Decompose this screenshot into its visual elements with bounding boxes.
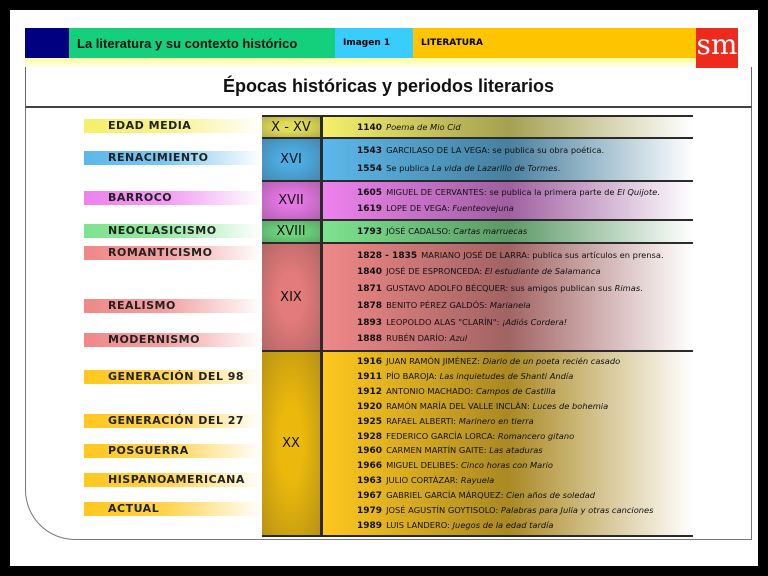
century-label: XVIII [262, 221, 320, 242]
event-text: FEDERICO GARCÍA LORCA: [386, 430, 498, 441]
event-work: La vida de Lazarillo de Tormes [431, 162, 558, 173]
event-item [357, 122, 693, 133]
header-navy-block [25, 28, 69, 58]
event-year: 1928 [357, 431, 383, 442]
event-item [357, 401, 693, 412]
event-text: JÓSÉ CADALSO: [386, 226, 454, 236]
event-year: 1543 [357, 146, 383, 157]
event-year: 1960 [357, 446, 383, 457]
event-work: Cinco horas con Mario [461, 460, 554, 471]
event-item [357, 416, 693, 427]
period-label: BARROCO [84, 191, 262, 205]
event-item [357, 163, 693, 174]
event-year: 1605 [357, 188, 383, 198]
event-item [357, 520, 693, 531]
event-year: 1888 [357, 334, 383, 345]
event-text: GABRIEL GARCÍA MÁRQUEZ: [386, 490, 507, 501]
century-label: XIX [262, 244, 320, 350]
century-row [262, 139, 693, 180]
event-text: LOPE DE VEGA: [386, 203, 453, 213]
event-text: JOSÉ DE ESPRONCEDA: [386, 266, 485, 277]
event-year: 1871 [357, 284, 383, 295]
header-title: La literatura y su contexto histórico [69, 28, 335, 58]
header-strip [25, 58, 696, 67]
event-year: 1619 [357, 204, 383, 214]
event-year: 1979 [357, 506, 383, 517]
event-work: Las inquietudes de Shanti Andía [439, 370, 574, 381]
event-after: . [657, 187, 660, 197]
event-text: MIGUEL DELIBES: [386, 460, 462, 471]
event-text: ANTONIO MACHADO: [386, 385, 476, 396]
event-work: Fuenteovejuna [452, 203, 514, 213]
event-year: 1966 [357, 461, 383, 472]
event-work: Rimas [614, 283, 641, 294]
event-item [357, 250, 693, 261]
event-work: Rayuela [460, 475, 495, 486]
event-work: Marinero en tierra [458, 415, 534, 426]
event-after: . [640, 283, 643, 294]
event-text: JOSÉ AGUSTÍN GOYTISOLO: [386, 505, 501, 516]
century-label: XVI [262, 139, 320, 180]
sm-logo: sm [696, 28, 738, 68]
event-work: Marianela [489, 299, 531, 310]
event-year: 1989 [357, 521, 383, 532]
period-label: GENERACIÓN DEL 98 [84, 370, 262, 384]
period-label: POSGUERRA [84, 444, 262, 458]
event-after: . [557, 162, 561, 173]
event-item [357, 317, 693, 328]
century-label: X - XV [262, 117, 320, 137]
event-work: El Quijote [617, 187, 658, 197]
event-item [357, 226, 693, 237]
event-year: 1911 [357, 371, 383, 382]
event-work: Romancero gitano [497, 430, 575, 441]
event-item [357, 386, 693, 397]
event-text: BENITO PÉREZ GALDÓS: [386, 299, 490, 310]
event-text: LEOPOLDO ALAS "CLARÍN": [386, 316, 503, 327]
event-text: LUIS LANDERO: [386, 520, 453, 531]
event-work: El estudiante de Salamanca [484, 266, 601, 277]
event-item [357, 187, 693, 198]
period-label: ACTUAL [84, 502, 262, 516]
event-text: JUAN RAMÓN JIMÉNEZ: [386, 355, 483, 366]
event-year: 1916 [357, 356, 383, 367]
event-text: CARMEN MARTÍN GAITE: [386, 445, 490, 456]
period-label: ROMANTICISMO [84, 246, 262, 260]
century-row [262, 244, 693, 350]
period-label: EDAD MEDIA [84, 119, 262, 133]
event-text: RUBÉN DARÍO: [386, 333, 450, 344]
event-text: MARIANO JOSÉ DE LARRA: publica sus artículos en prensa. [421, 249, 664, 260]
century-row [262, 352, 693, 535]
century-row [262, 117, 693, 137]
event-text: GARCILASO DE LA VEGA: se publica su obra poética. [386, 145, 605, 156]
event-year: 1920 [357, 401, 383, 412]
event-text: JULIO CORTÁZAR: [386, 475, 461, 486]
century-row [262, 221, 693, 242]
period-label: RENACIMIENTO [84, 151, 262, 165]
event-work: Diario de un poeta recién casado [482, 355, 621, 366]
event-work: Cartas marruecas [453, 226, 528, 236]
century-row [262, 182, 693, 219]
timeline-table [262, 115, 693, 537]
event-item [357, 266, 693, 277]
event-item [357, 460, 693, 471]
event-text: MIGUEL DE CERVANTES: se publica la primera parte de [386, 187, 618, 197]
event-year: 1554 [357, 163, 383, 174]
event-item [357, 445, 693, 456]
event-item [357, 475, 693, 486]
event-year: 1963 [357, 476, 383, 487]
event-year: 1840 [357, 267, 383, 278]
century-label: XX [262, 352, 320, 535]
event-year: 1925 [357, 416, 383, 427]
event-item [357, 356, 693, 367]
event-item [357, 371, 693, 382]
event-item [357, 505, 693, 516]
period-label: NEOCLASICISMO [84, 224, 262, 238]
period-label: MODERNISMO [84, 333, 262, 347]
event-item [357, 283, 693, 294]
event-item [357, 145, 693, 156]
event-item [357, 203, 693, 214]
event-work: ¡Adiós Cordera! [502, 316, 568, 327]
event-item [357, 431, 693, 442]
event-work: Luces de bohemia [532, 400, 609, 411]
period-label: GENERACIÓN DEL 27 [84, 414, 262, 428]
event-item [357, 300, 693, 311]
event-work: Palabras para Julia y otras canciones [500, 505, 654, 516]
event-year: 1878 [357, 300, 383, 311]
event-text: Se publica [386, 162, 432, 173]
period-label: REALISMO [84, 299, 262, 313]
event-year: 1967 [357, 491, 383, 502]
event-year: 1828 - 1835 [357, 250, 418, 261]
event-work: Campos de Castilla [475, 385, 556, 396]
event-work: Azul [449, 333, 468, 344]
header-section: LITERATURA [413, 28, 696, 58]
event-text: GUSTAVO ADOLFO BÉCQUER: sus amigos publican sus [386, 283, 615, 294]
page-title: Épocas históricas y periodos literarios [25, 67, 752, 108]
event-year: 1893 [357, 317, 383, 328]
event-work: Poema de Mio Cid [386, 121, 461, 132]
event-work: Cien años de soledad [506, 490, 596, 501]
event-year: 1793 [357, 227, 383, 237]
event-year: 1140 [357, 122, 383, 133]
event-item [357, 333, 693, 344]
event-text: RAFAEL ALBERTI: [386, 415, 459, 426]
event-item [357, 490, 693, 501]
event-text: RAMÓN MARÍA DEL VALLE INCLÁN: [386, 400, 533, 411]
event-work: Juegos de la edad tardía [452, 520, 554, 531]
event-text: PÍO BAROJA: [386, 370, 440, 381]
header-image-label: Imagen 1 [335, 28, 413, 58]
event-work: Las ataduras [489, 445, 543, 456]
event-year: 1912 [357, 386, 383, 397]
century-label: XVII [262, 182, 320, 219]
period-label: HISPANOAMERICANA [84, 473, 262, 487]
